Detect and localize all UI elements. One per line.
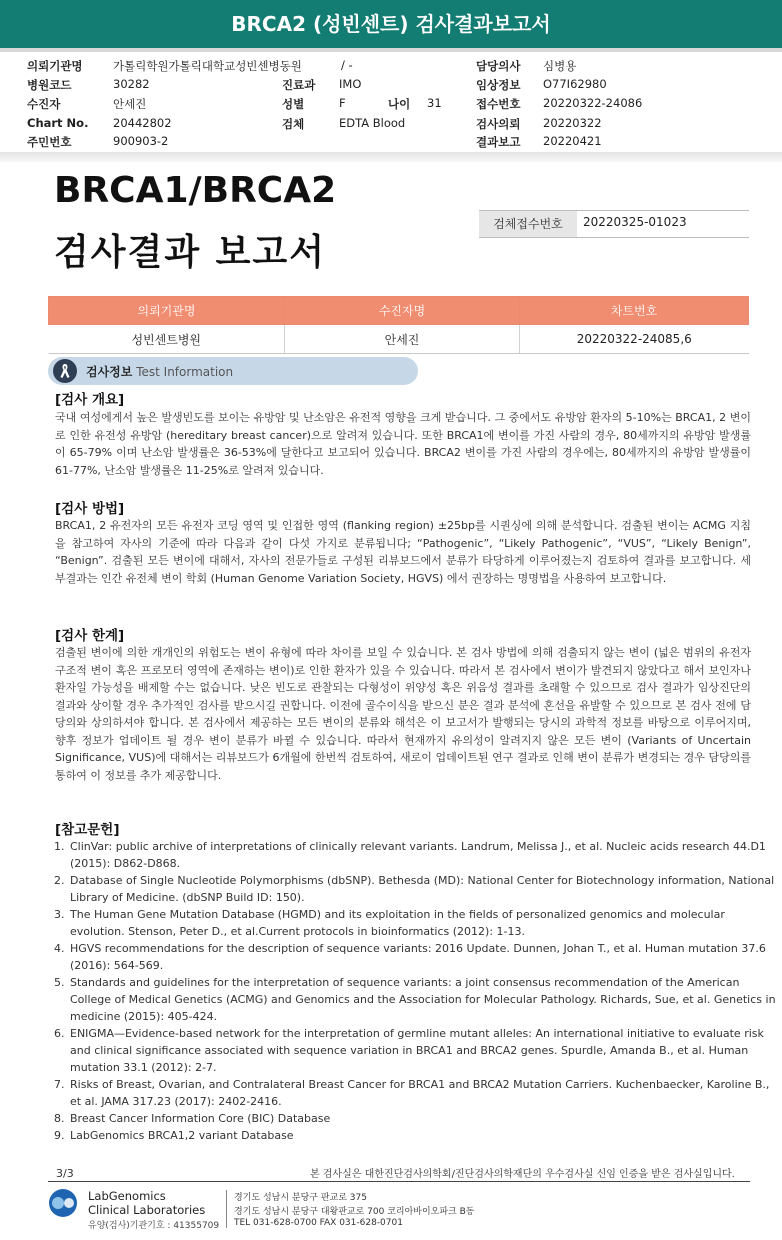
page-number: 3/3 (56, 1167, 74, 1180)
test-information-label (86, 363, 233, 380)
section-title-limitations: [검사 한계] (55, 628, 125, 644)
address-line-1: 경기도 성남시 분당구 판교로 375 (234, 1193, 367, 1203)
organization-code: 유양(검사)기관기호 : 41355709 (88, 1221, 220, 1231)
reference-item: 1. ClinVar: public archive of interpretations of clinically relevant variants. Landrum, Melissa J., et al. Nucleic acids research 44.D1 (2015): D862-D868. (68, 838, 778, 872)
info-label: 검사의뢰 (476, 117, 521, 131)
info-label: Chart No. (27, 116, 89, 130)
reference-item: 4. HGVS recommendations for the description of sequence variants: 2016 Update. Dunnen, Johan T., et al. Human mutation 37.6 (2016): 564-569. (68, 940, 778, 974)
table-cell: 성빈센트병원 (49, 325, 285, 354)
labgenomics-logo-icon (48, 1188, 78, 1218)
reference-item: 7. Risks of Breast, Ovarian, and Contralateral Breast Cancer for BRCA1 and BRCA2 Mutation Carriers. Kuchenbaecker, Karoline B., et al. JAMA 317.23 (2017): 2402-2416. (68, 1076, 778, 1110)
test-information-banner (48, 357, 418, 385)
table-header: 의뢰기관명 (49, 297, 285, 325)
info-value: 31 (427, 96, 442, 110)
info-label: 담당의사 (476, 59, 521, 73)
info-label: 병원코드 (27, 78, 72, 92)
table-cell: 안세진 (285, 325, 520, 354)
info-value: 20442802 (113, 116, 172, 130)
info-value: F (339, 96, 346, 110)
info-label: 주민번호 (27, 135, 72, 149)
section-text-limitations: 검출된 변이에 의한 개개인의 위험도는 변이 유형에 따라 차이를 보일 수 있습니다. 본 검사 방법에 의해 검출되지 않는 변이 (넓은 범위의 유전자 구조적 변이 혹은 프로모터 영역에 존재하는 변이)로 인한 환자가 있을 수 있습니다. 따라서 본 검사에서 변이가 발견되지 않았다고 해서 보인자나 환자일 가능성을 배제할 수는 없습니다. 낮은 빈도로 관찰되는 다형성이 위양성 혹은 위음성 결과를 초래할 수 있으므로 검사 결과가 임상진단의 결과와 상이할 경우 추가적인 검사를 받으시길 권합니다. 이전에 골수이식을 받으신 분은 결과 분석에 혼선을 유발할 수 있으므로 본 검사 전에 담당의와 상의하셔야 합니다. 본 검사에서 제공하는 모든 변이의 분류와 해석은 이 보고서가 발행되는 당시의 과학적 정보를 바탕으로 이루어지며, 향후 정보가 업데이트 될 경우 변이 분류가 바뀔 수 있습니다. 따라서 현재까지 유의성이 알려지지 않은 모든 변이 (Variants of Uncertain Significance, VUS)에 대해서는 리뷰보드가 6개월에 한번씩 검토하여, 새로이 업데이트된 연구 결과로 인해 변이 분류가 변경되는 경우 담당의를 통하여 이 정보를 추가 제공합니다. (55, 646, 751, 782)
section-text-method: BRCA1, 2 유전자의 모든 유전자 코딩 영역 및 인접한 영역 (flanking region) ±25bp를 시퀀싱에 의해 분석합니다. 검출된 변이는 ACMG 지침을 참고하여 자사의 기준에 따라 다음과 같이 다섯 가지로 분류됩니다; “Pathogenic”, “Likely Pathogenic”, “VUS”, “Likely Benign”, “Benign”. 검출된 모든 변이에 대해서, 자사의 전문가들로 구성된 리뷰보드에서 분류가 타당하게 이루어졌는지 검토하여 결과를 보고합니다. 세부결과는 인간 유전체 변이 학회 (Human Genome Variation Society, HGVS) 에서 권장하는 명명법을 사용하여 보고합니다. (55, 519, 751, 585)
info-value: IMO (339, 77, 362, 91)
ribbon-icon-svg (53, 359, 77, 383)
section-title-method: [검사 방법] (55, 501, 125, 517)
info-value: 20220421 (543, 134, 602, 148)
table-cell: 20220322-24085,6 (520, 325, 749, 354)
info-value: EDTA Blood (339, 116, 406, 130)
footer-vertical-divider (226, 1190, 227, 1228)
info-value: 가톨릭학원가톨릭대학교성빈센병동원 (113, 59, 302, 73)
info-value: 30282 (113, 77, 150, 91)
section-title-references: [참고문헌] (55, 822, 120, 838)
company-subname: Clinical Laboratories (88, 1203, 206, 1217)
report-subtitle: 검사결과 보고서 (54, 232, 326, 273)
info-label: 접수번호 (476, 97, 521, 111)
table-row (49, 325, 749, 354)
info-value: O77I62980 (543, 77, 607, 91)
info-value: 심병용 (543, 59, 577, 73)
info-label: 성별 (282, 97, 305, 111)
test-info-label-en: Test Information (136, 365, 234, 379)
document-header-title: BRCA2 (성빈센트) 검사결과보고서 (0, 0, 782, 48)
section-title-overview: [검사 개요] (55, 392, 125, 408)
receipt-number-value: 20220325-01023 (583, 215, 687, 229)
table-header: 차트번호 (520, 297, 749, 325)
info-value: 안세진 (113, 97, 147, 111)
info-label: 검체 (282, 117, 305, 131)
reference-item: 8. Breast Cancer Information Core (BIC) Database (68, 1110, 778, 1127)
info-label: 수진자 (27, 97, 61, 111)
reference-item: 2. Database of Single Nucleotide Polymorphisms (dbSNP). Bethesda (MD): National Center for Biotechnology information, National Library of Medicine. (dbSNP Build ID: 150). (68, 872, 778, 906)
certification-note: 본 검사실은 대한진단검사의학회/진단검사의학재단의 우수검사실 신임 인증을 받은 검사실입니다. (310, 1169, 735, 1180)
reference-item: 5. Standards and guidelines for the interpretation of sequence variants: a joint consensus recommendation of the American College of Medical Genetics (ACMG) and Genomics and the Association for Molecular Pathology. Richards, Sue, et al. Genetics in medicine (2015): 405-424. (68, 974, 778, 1025)
info-label: 나이 (388, 97, 411, 111)
section-text-overview: 국내 여성에게서 높은 발생빈도를 보이는 유방암 및 난소암은 유전적 영향을 크게 받습니다. 그 중에서도 유방암 환자의 5-10%는 BRCA1, 2 변이로 인한 유전성 유방암 (hereditary breast cancer)으로 알려져 있습니다. 또한 BRCA1에 변이를 가진 사람의 경우, 80세까지의 유방암 발생률이 65-79% 이며 난소암 발생률은 36-53%에 달한다고 보고되어 있습니다. BRCA2 변이를 가진 사람의 경우에는, 80세까지의 유방암 발생률이 61-77%, 난소암 발생률은 11-25%로 알려져 있습니다. (55, 411, 751, 477)
patient-summary-table (48, 296, 749, 354)
reference-list (55, 838, 778, 1144)
receipt-number-label: 검체접수번호 (479, 211, 577, 237)
address-line-2: 경기도 성남시 분당구 대왕판교로 700 코리아바이오파크 B동 (234, 1207, 475, 1217)
info-ward: / - (341, 58, 353, 72)
ribbon-icon (53, 359, 77, 383)
reference-item: 9. LabGenomics BRCA1,2 variant Database (68, 1127, 778, 1144)
test-info-label-ko: 검사정보 (86, 365, 133, 379)
reference-item: 3. The Human Gene Mutation Database (HGMD) and its exploitation in the fields of personalized genomics and molecular evolution. Stenson, Peter D., et al.Current protocols in bioinformatics (2012): 1-13. (68, 906, 778, 940)
header-divider (0, 48, 782, 52)
info-label: 임상정보 (476, 78, 521, 92)
info-label: 진료과 (282, 78, 316, 92)
info-label: 결과보고 (476, 135, 521, 149)
receipt-number-box (479, 210, 749, 238)
info-value: 20220322-24086 (543, 96, 643, 110)
report-title: BRCA1/BRCA2 (54, 170, 337, 211)
reference-item: 6. ENIGMA—Evidence‐based network for the interpretation of germline mutant alleles: An international initiative to evaluate risk and clinical significance associated with sequence variation in BRCA1 and BRCA2 genes. Spurdle, Amanda B., et al. Human mutation 33.1 (2012): 2-7. (68, 1025, 778, 1076)
info-value: 20220322 (543, 116, 602, 130)
contact-line: TEL 031-628-0700 FAX 031-628-0701 (234, 1218, 403, 1228)
company-name: LabGenomics (88, 1189, 166, 1203)
footer-divider (48, 1181, 750, 1182)
info-label: 의뢰기관명 (27, 59, 83, 73)
table-header: 수진자명 (285, 297, 520, 325)
table-header-row (49, 297, 749, 325)
info-value: 900903-2 (113, 134, 169, 148)
section-divider (0, 152, 782, 162)
